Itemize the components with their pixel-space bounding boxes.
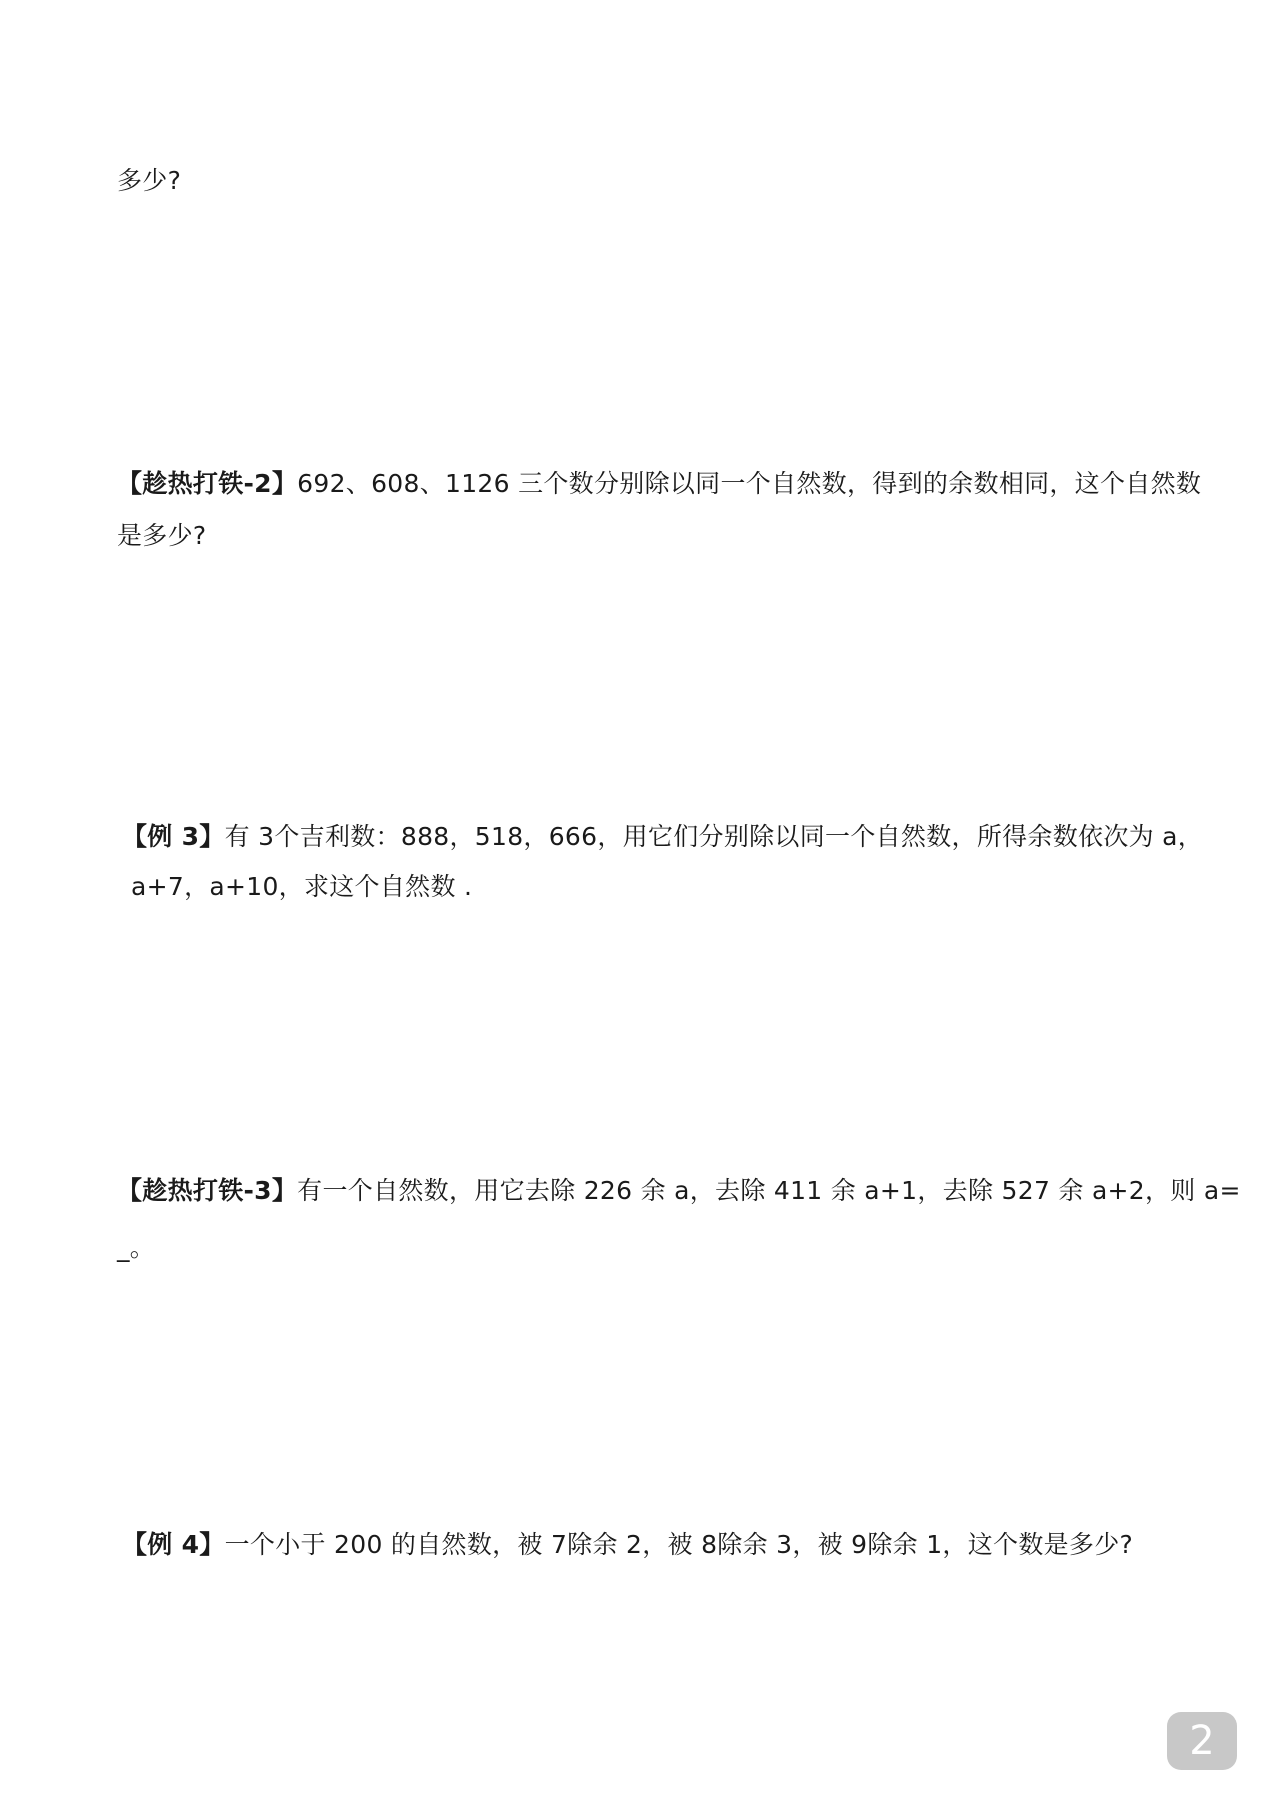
problem-line: [122, 820, 1203, 854]
problem-text: 有一个自然数，用它去除 226 余 a，去除 411 余 a+1，去除 527 余 a+2，则 a=: [297, 1176, 1241, 1205]
carryover-text: 多少?: [117, 166, 182, 195]
problem-line: [122, 1528, 1133, 1562]
problem-label: 【例 3】: [122, 822, 225, 851]
problem-text: 有 3个吉利数：888，518，666，用它们分别除以同一个自然数，所得余数依次为 a，: [224, 822, 1204, 851]
problem-text-continued: _。: [117, 1233, 156, 1262]
problem-text: 692、608、1126 三个数分别除以同一个自然数，得到的余数相同，这个自然数: [297, 469, 1202, 498]
problem-label: 【趁热打铁-2】: [117, 469, 298, 498]
problem-line: [117, 467, 1201, 501]
problem-label: 【趁热打铁-3】: [117, 1176, 298, 1205]
problem-line: [117, 1174, 1241, 1208]
problem-text: 一个小于 200 的自然数，被 7除余 2，被 8除余 3，被 9除余 1，这个数是多少?: [224, 1530, 1134, 1559]
page-number-badge: 2: [1167, 1712, 1237, 1770]
problem-label: 【例 4】: [122, 1530, 225, 1559]
problem-text-continued: 是多少?: [117, 521, 207, 550]
problem-text-continued: a+7，a+10，求这个自然数 .: [131, 872, 473, 901]
